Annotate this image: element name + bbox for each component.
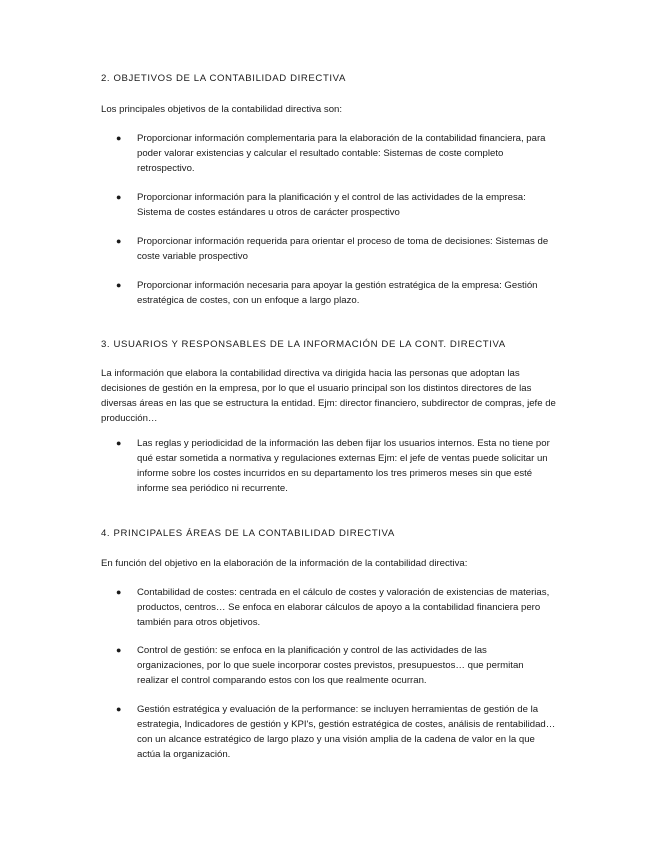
objetivos-list-3	[101, 234, 556, 264]
section-intro-usuarios: La información que elabora la contabilidad directiva va dirigida hacia las personas que adoptan las decisiones de gestión en la empresa, por lo que el usuario principal son los distintos directores de las diversas áreas en las que se estructura la entidad. Ejm: director financiero, subdirector de compras, jefe de producción…	[101, 368, 556, 424]
bullet-icon: ●	[116, 236, 122, 246]
section-heading-areas: 4. PRINCIPALES ÁREAS DE LA CONTABILIDAD DIRECTIVA	[101, 528, 395, 539]
bullet-icon: ●	[116, 192, 122, 202]
list-item: ● Contabilidad de costes: centrada en el cálculo de costes y valoración de existencias de materias, productos, centros… Se enfoca en elaborar cálculos de apoyo a la contabilidad financiera pero también para otros objetivos.	[116, 587, 550, 628]
bullet-icon: ●	[116, 133, 122, 143]
areas-list	[101, 585, 556, 630]
bullet-icon: ●	[116, 280, 122, 290]
objetivos-list-4	[101, 278, 556, 308]
list-item: ● Proporcionar información para la planificación y el control de las actividades de la empresa: Sistema de costes estándares u otros de carácter prospectivo	[116, 192, 526, 218]
list-item: ● Proporcionar información complementaria para la elaboración de la contabilidad financiera, para poder valorar existencias y calcular el resultado contable: Sistemas de coste completo retrospectivo.	[116, 133, 546, 174]
bullet-icon: ●	[116, 587, 122, 597]
list-item: ● Proporcionar información necesaria para apoyar la gestión estratégica de la empresa: Gestión estratégica de costes, con un enfoque a largo plazo.	[116, 280, 538, 306]
bullet-icon: ●	[116, 645, 122, 655]
list-item: ● Control de gestión: se enfoca en la planificación y control de las actividades de las organizaciones, por lo que suele incorporar costes previstos, presupuestos… que permitan realizar el control comparando estos con los que realmente ocurran.	[116, 645, 524, 686]
section-heading-usuarios: 3. USUARIOS Y RESPONSABLES DE LA INFORMACIÓN DE LA CONT. DIRECTIVA	[101, 339, 506, 350]
bullet-icon: ●	[116, 438, 122, 448]
objetivos-list-2	[101, 190, 556, 220]
objetivos-list	[101, 131, 556, 176]
list-item: ● Gestión estratégica y evaluación de la performance: se incluyen herramientas de gestión de la estrategia, Indicadores de gestión y KPI's, gestión estratégica de costes, análisis de rentabilidad… con un alcance estratégico de largo plazo y una visión amplia de la cadena de valor en la que actúa la organización.	[116, 704, 556, 760]
areas-list-3	[101, 702, 556, 762]
list-item: ● Proporcionar información requerida para orientar el proceso de toma de decisiones: Sistemas de coste variable prospectivo	[116, 236, 549, 262]
section-intro-objetivos: Los principales objetivos de la contabilidad directiva son:	[101, 104, 343, 115]
section-heading-objetivos: 2. OBJETIVOS DE LA CONTABILIDAD DIRECTIVA	[101, 73, 346, 84]
section-intro-areas: En función del objetivo en la elaboración de la información de la contabilidad directiva:	[101, 558, 468, 569]
list-item: ● Las reglas y periodicidad de la información las deben fijar los usuarios internos. Esta no tiene por qué estar sometida a normativa y regulaciones externas Ejm: el jefe de ventas puede solicitar un informe sobre los costes incurridos en su departamento los tres primeros meses sin que esté informe sea periódico ni recurrente.	[116, 438, 550, 494]
bullet-icon: ●	[116, 704, 122, 714]
areas-list-2	[101, 643, 556, 688]
usuarios-list	[101, 436, 556, 496]
